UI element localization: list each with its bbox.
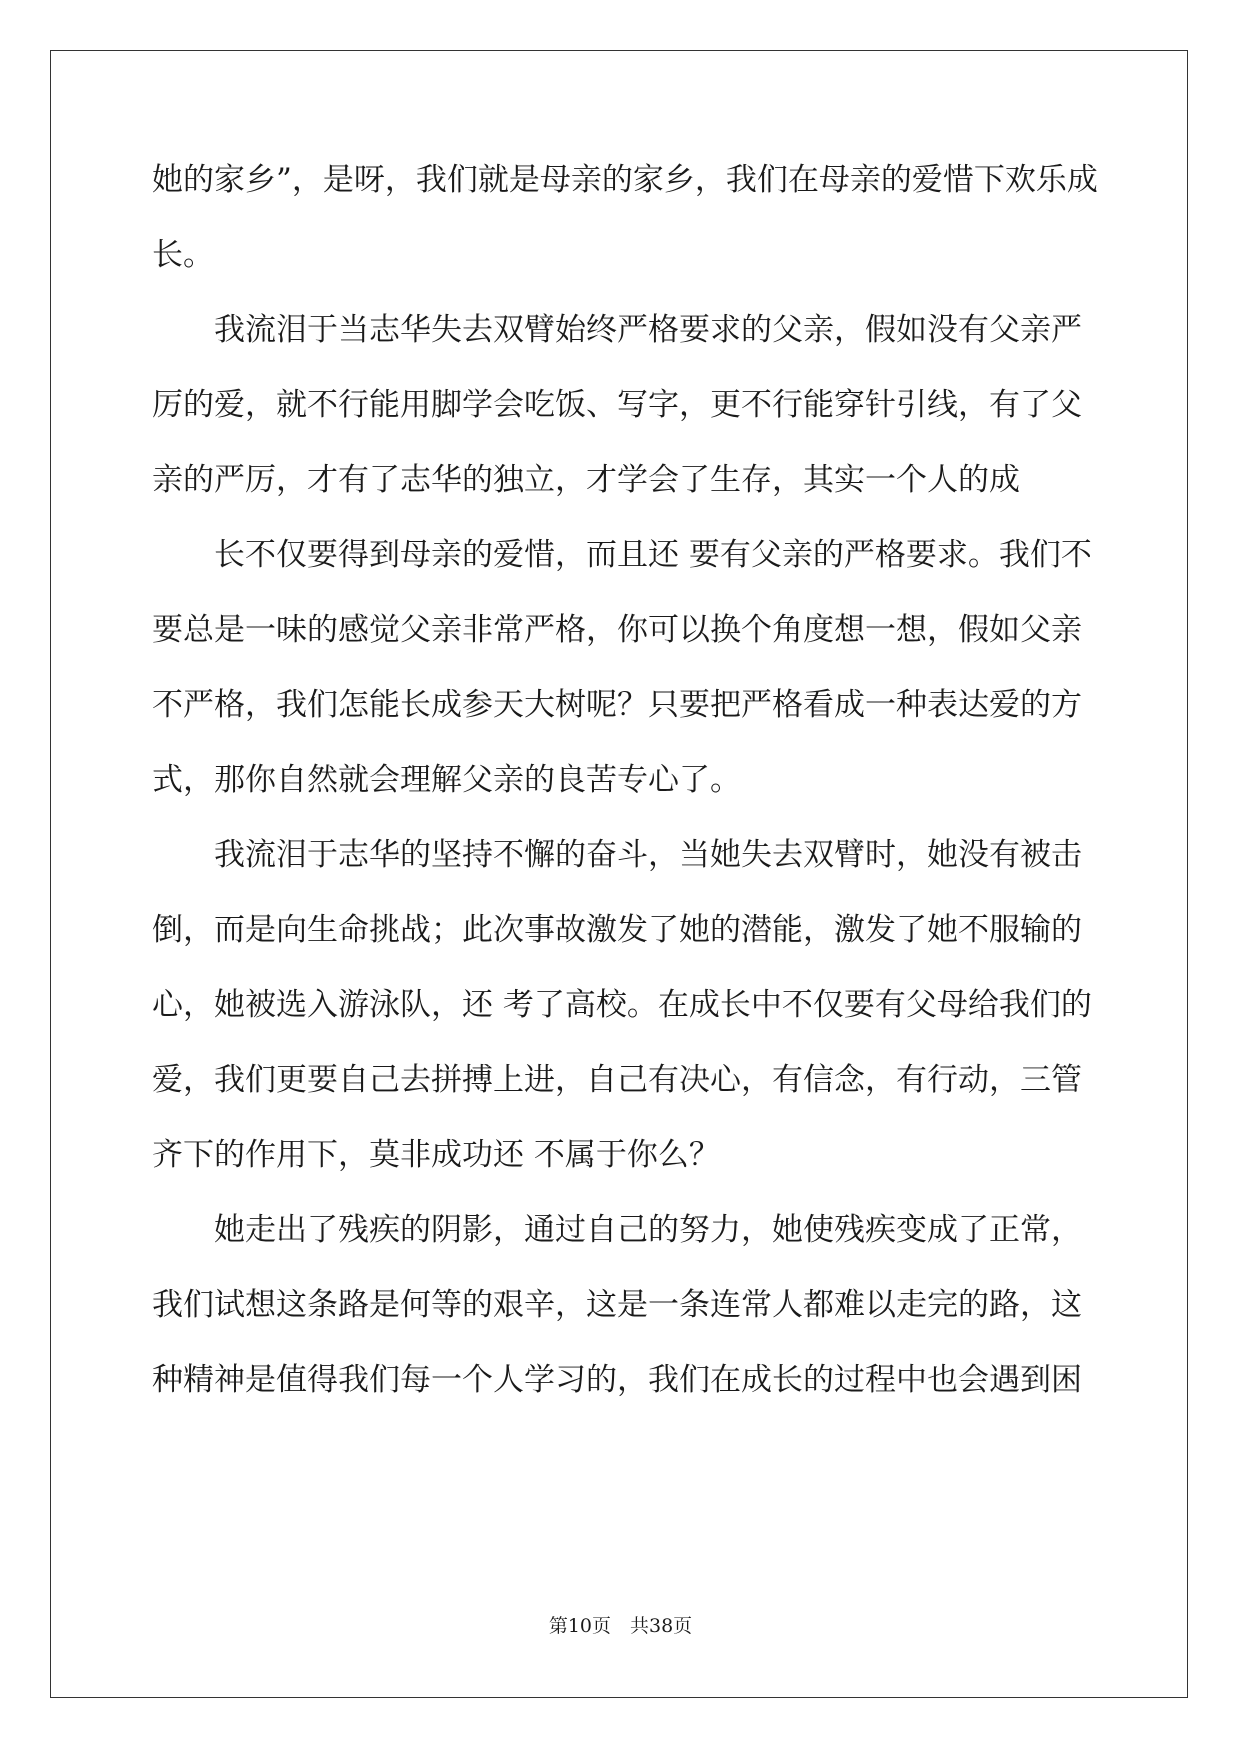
paragraph-start-line: 长不仅要得到母亲的爱惜，而且还 要有父亲的严格要求。我们不 xyxy=(214,537,1092,573)
text-line-14: 齐下的作用下，莫非成功还 不属于你么？ xyxy=(152,1137,720,1173)
text-line-17: 种精神是值得我们每一个人学习的，我们在成长的过程中也会遇到困 xyxy=(152,1362,1082,1398)
text-line-5: 亲的严厉，才有了志华的独立，才学会了生存，其实一个人的成 xyxy=(152,462,1020,498)
page-number-footer: 第10页 共38页 xyxy=(548,1615,693,1637)
paragraph-start-line: 我流泪于当志华失去双臂始终严格要求的父亲，假如没有父亲严 xyxy=(214,312,1082,348)
text-line-9: 式，那你自然就会理解父亲的良苦专心了。 xyxy=(152,762,741,798)
text-line-7: 要总是一味的感觉父亲非常严格，你可以换个角度想一想，假如父亲 xyxy=(152,612,1082,648)
text-line-16: 我们试想这条路是何等的艰辛，这是一条连常人都难以走完的路，这 xyxy=(152,1287,1082,1323)
text-line-13: 爱，我们更要自己去拼搏上进，自己有决心，有信念，有行动，三管 xyxy=(152,1062,1082,1098)
text-line-4: 厉的爱，就不行能用脚学会吃饭、写字，更不行能穿针引线，有了父 xyxy=(152,387,1082,423)
text-line-8: 不严格，我们怎能长成参天大树呢？只要把严格看成一种表达爱的方 xyxy=(152,687,1082,723)
text-line-2: 长。 xyxy=(152,237,214,273)
text-line-11: 倒，而是向生命挑战；此次事故激发了她的潜能，激发了她不服输的 xyxy=(152,912,1082,948)
text-line-12: 心，她被选入游泳队，还 考了高校。在成长中不仅要有父母给我们的 xyxy=(152,987,1092,1023)
paragraph-start-line: 她走出了残疾的阴影，通过自己的努力，她使残疾变成了正常， xyxy=(214,1212,1082,1248)
text-line-1: 她的家乡”，是呀，我们就是母亲的家乡，我们在母亲的爱惜下欢乐成 xyxy=(152,162,1098,198)
paragraph-start-line: 我流泪于志华的坚持不懈的奋斗，当她失去双臂时，她没有被击 xyxy=(214,837,1082,873)
